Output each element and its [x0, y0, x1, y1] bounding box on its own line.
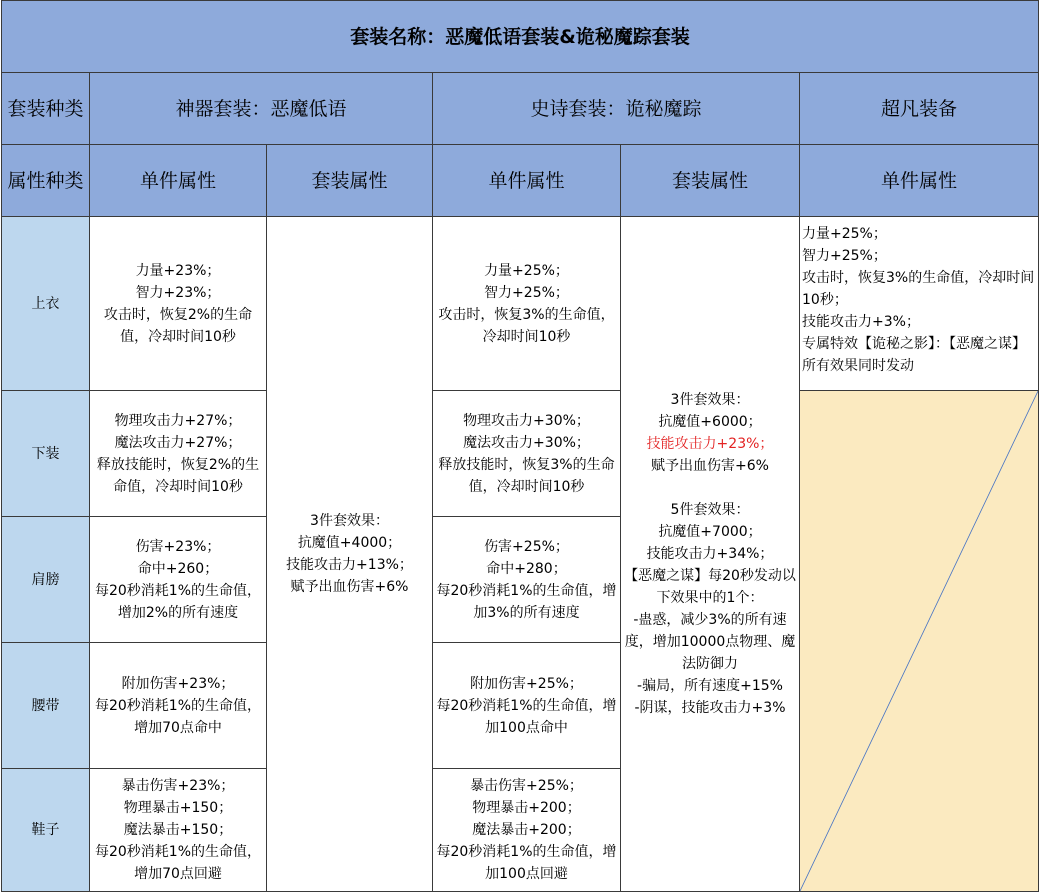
artifact-bottom-attr: 物理攻击力+27%； 魔法攻击力+27%； 释放技能时，恢复2%的生命值，冷却时间10秒 [90, 391, 267, 517]
diagonal-slash-icon [800, 391, 1038, 891]
set-type-label: 套装种类 [2, 73, 90, 145]
epic-bottom-attr: 物理攻击力+30%； 魔法攻击力+30%； 释放技能时，恢复3%的生命值，冷却时间10秒 [433, 391, 621, 517]
epic-shoes-attr: 暴击伤害+25%； 物理暴击+200； 魔法暴击+200； 每20秒消耗1%的生命值，增加100点回避 [433, 769, 621, 892]
slot-shoes: 鞋子 [2, 769, 90, 892]
epic-3pc-skill-highlight: 技能攻击力+23%； [646, 436, 774, 452]
epic-belt-attr: 附加伤害+25%； 每20秒消耗1%的生命值，增加100点命中 [433, 643, 621, 769]
transcendent-top-attr: 力量+25%； 智力+25%； 攻击时，恢复3%的生命值，冷却时间10秒； 技能攻击力+3%； 专属特效【诡秘之影】：【恶魔之谋】所有效果同时发动 [800, 217, 1039, 391]
epic-set-effect [621, 217, 800, 892]
artifact-belt-attr: 附加伤害+23%； 每20秒消耗1%的生命值，增加70点命中 [90, 643, 267, 769]
artifact-shoes-attr: 暴击伤害+23%； 物理暴击+150； 魔法暴击+150； 每20秒消耗1%的生命值，增加70点回避 [90, 769, 267, 892]
slot-shoulder: 肩膀 [2, 517, 90, 643]
artifact-single-attr-header: 单件属性 [90, 145, 267, 217]
epic-5pc-effect: 5件套效果： 抗魔值+7000； 技能攻击力+34%； 【恶魔之谋】每20秒发动以下效果中的1个： -蛊惑，减少3%的所有速度，增加10000点物理、魔法防御力 -骗局，所有速度+15% -阴谋，技能攻击力+3% [624, 502, 796, 716]
table-row [2, 391, 1039, 517]
transcendent-empty-cell [800, 391, 1039, 892]
epic-top-attr: 力量+25%； 智力+25%； 攻击时，恢复3%的生命值，冷却时间10秒 [433, 217, 621, 391]
table-title: 套装名称：恶魔低语套装&诡秘魔踪套装 [2, 1, 1039, 73]
epic-3pc-resist: 抗魔值+6000； [658, 414, 762, 430]
artifact-top-attr: 力量+23%； 智力+23%； 攻击时，恢复2%的生命值，冷却时间10秒 [90, 217, 267, 391]
transcendent-header: 超凡装备 [800, 73, 1039, 145]
slot-top: 上衣 [2, 217, 90, 391]
epic-set-header: 史诗套装：诡秘魔踪 [433, 73, 800, 145]
attr-type-label: 属性种类 [2, 145, 90, 217]
set-type-header-row [2, 73, 1039, 145]
attr-type-header-row [2, 145, 1039, 217]
title-row [2, 1, 1039, 73]
table-row [2, 217, 1039, 391]
set-comparison-table [1, 0, 1039, 892]
epic-3pc-bleed: 赋予出血伤害+6% [651, 458, 769, 474]
artifact-set-header: 神器套装：恶魔低语 [90, 73, 433, 145]
epic-shoulder-attr: 伤害+25%； 命中+280； 每20秒消耗1%的生命值，增加3%的所有速度 [433, 517, 621, 643]
artifact-set-effect: 3件套效果： 抗魔值+4000； 技能攻击力+13%； 赋予出血伤害+6% [267, 217, 433, 892]
slot-bottom: 下装 [2, 391, 90, 517]
epic-single-attr-header: 单件属性 [433, 145, 621, 217]
epic-set-attr-header: 套装属性 [621, 145, 800, 217]
slot-belt: 腰带 [2, 643, 90, 769]
artifact-set-attr-header: 套装属性 [267, 145, 433, 217]
epic-3pc-title: 3件套效果： [670, 392, 750, 408]
transcendent-single-attr-header: 单件属性 [800, 145, 1039, 217]
artifact-shoulder-attr: 伤害+23%； 命中+260； 每20秒消耗1%的生命值，增加2%的所有速度 [90, 517, 267, 643]
